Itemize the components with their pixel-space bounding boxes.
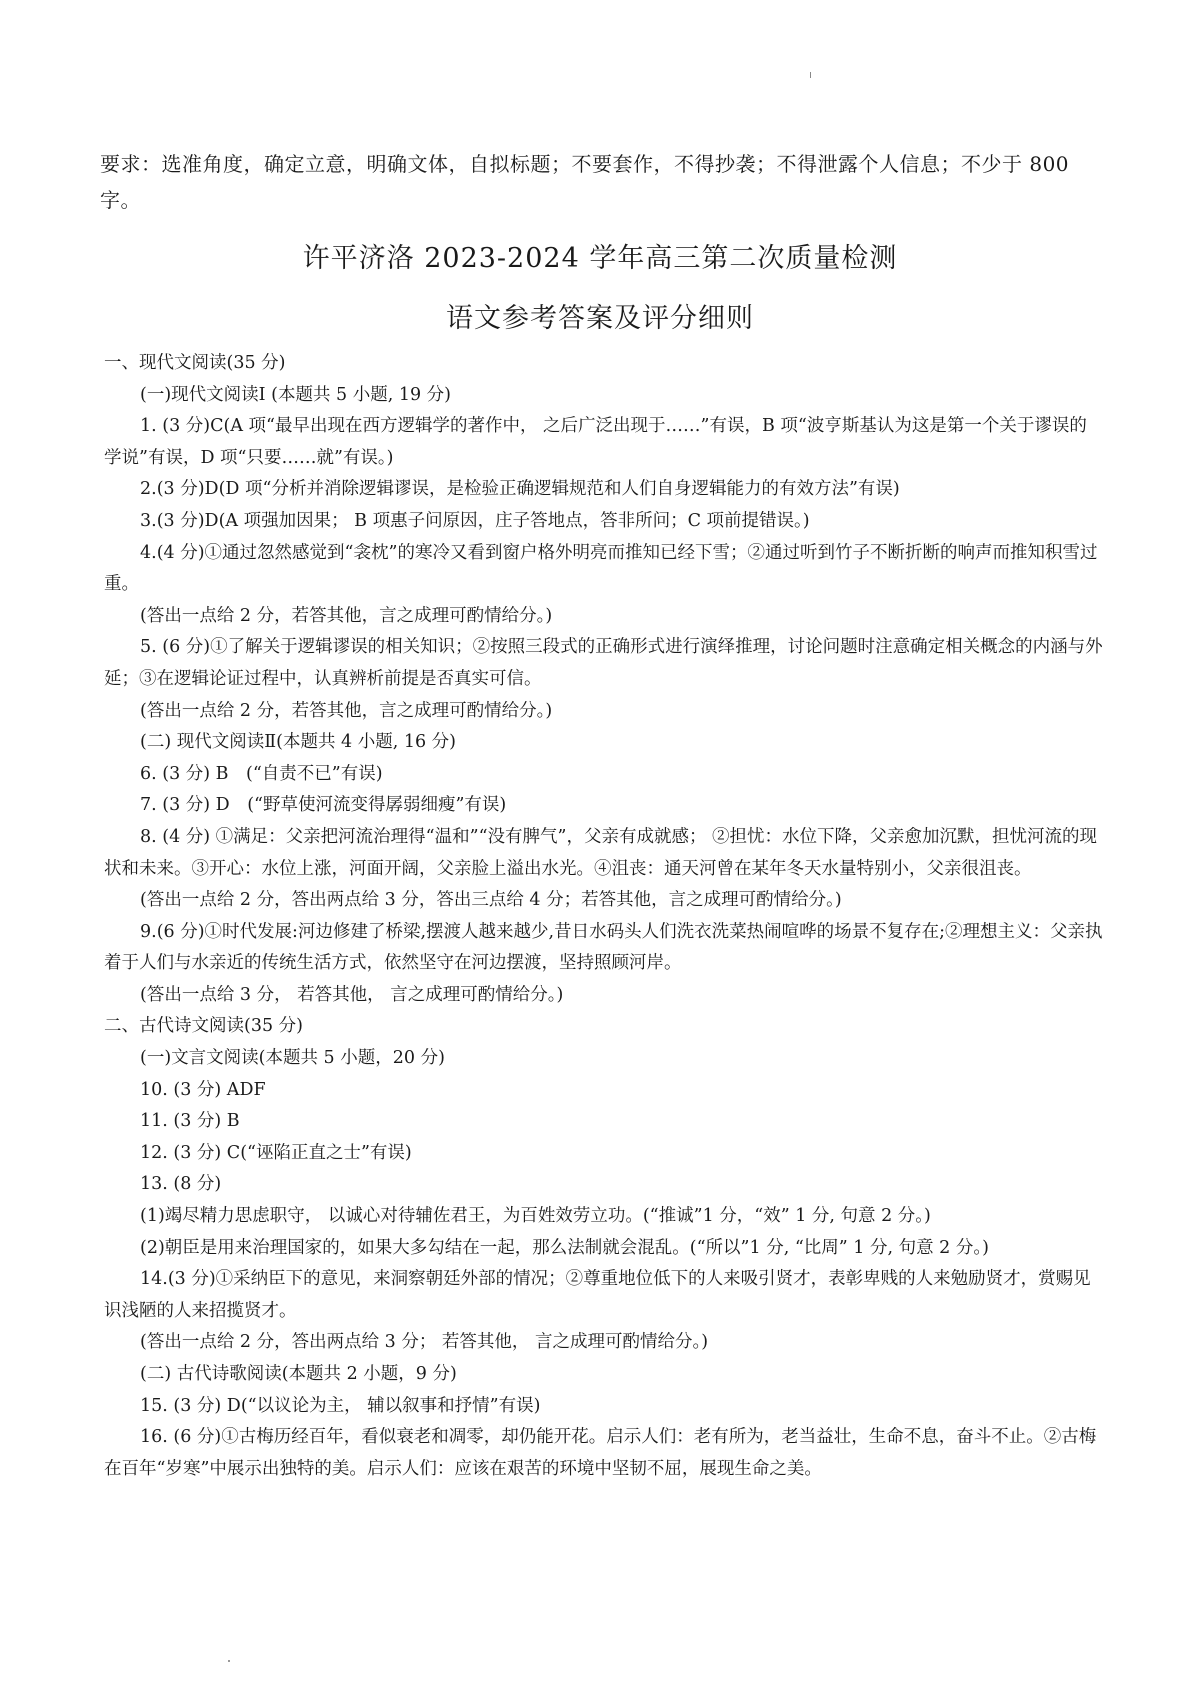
answer-line: (答出一点给 2 分，若答其他，言之成理可酌情给分。) [140, 700, 553, 721]
answer-line: 12. (3 分) C(“诬陷正直之士”有误) [140, 1142, 412, 1163]
answer-line: 15. (3 分) D(“以议论为主， 辅以叙事和抒情”有误) [140, 1395, 541, 1416]
answer-line: 6. (3 分) B (“自责不已”有误) [140, 763, 383, 784]
answer-line: (1)竭尽精力思虑职守， 以诚心对待辅佐君王，为百姓效劳立功。(“推诚”1 分，“效” 1 分, 句意 2 分。) [140, 1206, 931, 1227]
answer-line: 5. (6 分)①了解关于逻辑谬误的相关知识；②按照三段式的正确形式进行演绎推理，讨论问题时注意确定相关概念的内涵与外延；③在逻辑论证过程中，认真辨析前提是否真实可信。 [104, 637, 1103, 689]
document-subtitle: 语文参考答案及评分细则 [446, 303, 754, 334]
answer-line: 3.(3 分)D(A 项强加因果； B 项惠子问原因，庄子答地点，答非所问；C 项前提错误。) [140, 510, 810, 531]
answer-line: (答出一点给 2 分，答出两点给 3 分； 若答其他， 言之成理可酌情给分。) [140, 1332, 709, 1353]
answer-line: (一)现代文阅读Ⅰ (本题共 5 小题, 19 分) [140, 384, 452, 405]
answer-line: 1. (3 分)C(A 项“最早出现在西方逻辑学的著作中， 之后广泛出现于……”有误，B 项“波亨斯基认为这是第一个关于谬误的学说”有误，D 项“只要……就”有误。) [104, 416, 1087, 468]
answer-line: 2.(3 分)D(D 项“分析并消除逻辑谬误，是检验正确逻辑规范和人们自身逻辑能力的有效方法”有误) [140, 479, 900, 500]
page-mark [810, 72, 811, 78]
answer-line: 16. (6 分)①古梅历经百年，看似衰老和凋零，却仍能开花。启示人们：老有所为，老当益壮，生命不息，奋斗不止。②古梅在百年“岁寒”中展示出独特的美。启示人们：应该在艰苦的环境中坚韧不屈，展现生命之美。 [104, 1427, 1097, 1479]
section-heading: 二、古代诗文阅读(35 分) [104, 1016, 303, 1037]
essay-requirement: 要求：选准角度，确定立意，明确文体，自拟标题；不要套作，不得抄袭；不得泄露个人信息；不少于 800 字。 [100, 152, 1070, 212]
answer-line: 8. (4 分) ①满足：父亲把河流治理得“温和”“没有脾气”，父亲有成就感； ②担忧：水位下降，父亲愈加沉默，担忧河流的现状和未来。③开心：水位上涨，河面开阔，父亲脸上溢出水光。④沮丧：通天河曾在某年冬天水量特别小，父亲很沮丧。 [104, 826, 1098, 879]
answer-line: 13. (8 分) [140, 1174, 222, 1195]
answer-line: (答出一点给 2 分，答出两点给 3 分，答出三点给 4 分；若答其他，言之成理可酌情给分。) [140, 890, 842, 911]
answer-body [104, 348, 1104, 1485]
answer-line: (二) 古代诗歌阅读(本题共 2 小题，9 分) [140, 1364, 457, 1384]
answer-line: 4.(4 分)①通过忽然感觉到“衾枕”的寒冷又看到窗户格外明亮而推知已经下雪；②通过听到竹子不断折断的响声而推知积雪过重。 [104, 542, 1098, 595]
answer-line: (答出一点给 2 分，若答其他，言之成理可酌情给分。) [140, 605, 553, 626]
answer-line: 7. (3 分) D (“野草使河流变得孱弱细瘦”有误) [140, 795, 507, 816]
answer-line: (二) 现代文阅读Ⅱ(本题共 4 小题, 16 分) [140, 732, 456, 753]
answer-line: (答出一点给 3 分， 若答其他， 言之成理可酌情给分。) [140, 984, 564, 1005]
section-heading: 一、现代文阅读(35 分) [104, 353, 286, 373]
answer-line: 14.(3 分)①采纳臣下的意见，来洞察朝廷外部的情况；②尊重地位低下的人来吸引贤才，表彰卑贱的人来勉励贤才，赏赐见识浅陋的人来招揽贤才。 [104, 1269, 1091, 1321]
answer-line: (一)文言文阅读(本题共 5 小题，20 分) [140, 1048, 445, 1069]
answer-line: 10. (3 分) ADF [140, 1079, 266, 1100]
document-title: 许平济洛 2023-2024 学年高三第二次质量检测 [302, 243, 898, 274]
answer-line: (2)朝臣是用来治理国家的，如果大多勾结在一起，那么法制就会混乱。(“所以”1 分, “比周” 1 分, 句意 2 分。) [140, 1237, 989, 1258]
answer-line: 11. (3 分) B [140, 1111, 240, 1132]
answer-line: 9.(6 分)①时代发展:河边修建了桥梁,摆渡人越来越少,昔日水码头人们洗衣洗菜热闹喧哗的场景不复存在;②理想主义：父亲执着于人们与水亲近的传统生活方式，依然坚守在河边摆渡，坚持照顾河岸。 [104, 921, 1103, 974]
page-dot [228, 1660, 230, 1662]
